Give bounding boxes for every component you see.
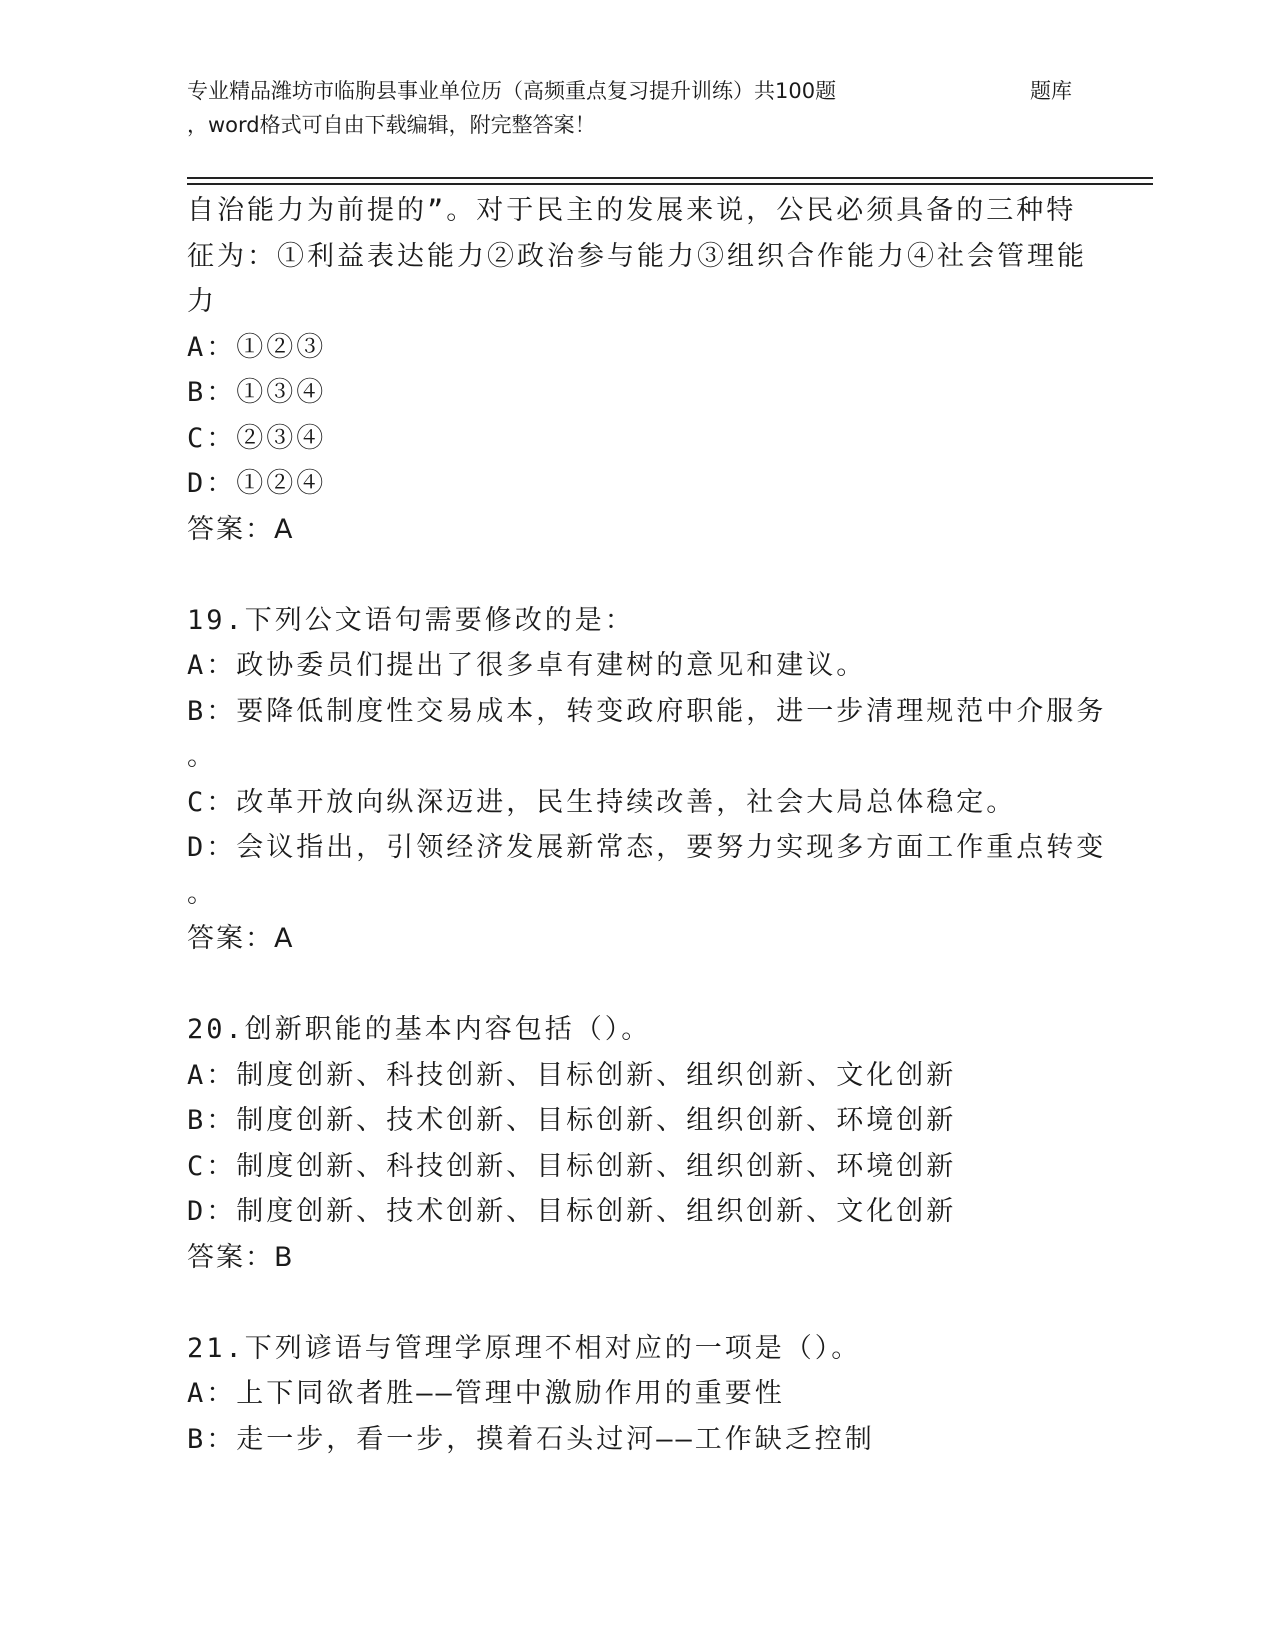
answer-label: 答案：B <box>187 1241 295 1273</box>
header-divider-bottom <box>187 183 1153 185</box>
answer-label: 答案：A <box>187 513 295 545</box>
option-a: A：①②③ <box>187 331 327 363</box>
question-stem-line: 征为：①利益表达能力②政治参与能力③组织合作能力④社会管理能 <box>187 240 1087 272</box>
option-d-continuation: 。 <box>187 877 217 909</box>
question-stem: 19.下列公文语句需要修改的是： <box>187 604 635 636</box>
option-b: B：走一步，看一步，摸着石头过河——工作缺乏控制 <box>187 1423 875 1455</box>
question-content <box>187 188 1107 1462</box>
option-d: D：会议指出，引领经济发展新常态，要努力实现多方面工作重点转变 <box>187 832 1107 863</box>
header-tag: 题库 <box>1030 79 1072 103</box>
option-c: C：②③④ <box>187 422 327 454</box>
option-b: B：要降低制度性交易成本，转变政府职能，进一步清理规范中介服务 <box>187 695 1107 727</box>
option-c: C：制度创新、科技创新、目标创新、组织创新、环境创新 <box>187 1150 957 1182</box>
option-a: A：制度创新、科技创新、目标创新、组织创新、文化创新 <box>187 1059 957 1091</box>
option-a: A：上下同欲者胜——管理中激励作用的重要性 <box>187 1378 785 1409</box>
answer-label: 答案：A <box>187 923 295 954</box>
question-stem-line: 自治能力为前提的”。对于民主的发展来说，公民必须具备的三种特 <box>187 195 1077 226</box>
question-stem: 20.创新职能的基本内容包括（）。 <box>187 1014 652 1045</box>
option-c: C：改革开放向纵深迈进，民生持续改善，社会大局总体稳定。 <box>187 786 1017 818</box>
question-stem: 21.下列谚语与管理学原理不相对应的一项是（）。 <box>187 1332 862 1364</box>
header-title-line2: ，word格式可自由下载编辑，附完整答案！ <box>187 113 596 137</box>
option-b: B：①③④ <box>187 377 327 408</box>
option-d: D：制度创新、技术创新、目标创新、组织创新、文化创新 <box>187 1196 957 1227</box>
option-b-continuation: 。 <box>187 741 217 772</box>
header-divider-top <box>187 177 1153 179</box>
option-a: A：政协委员们提出了很多卓有建树的意见和建议。 <box>187 650 867 681</box>
option-b: B：制度创新、技术创新、目标创新、组织创新、环境创新 <box>187 1105 957 1136</box>
header-title-line1: 专业精品潍坊市临朐县事业单位历（高频重点复习提升训练）共100题 <box>187 79 837 103</box>
question-stem-line: 力 <box>187 286 217 317</box>
option-d: D：①②④ <box>187 468 327 499</box>
